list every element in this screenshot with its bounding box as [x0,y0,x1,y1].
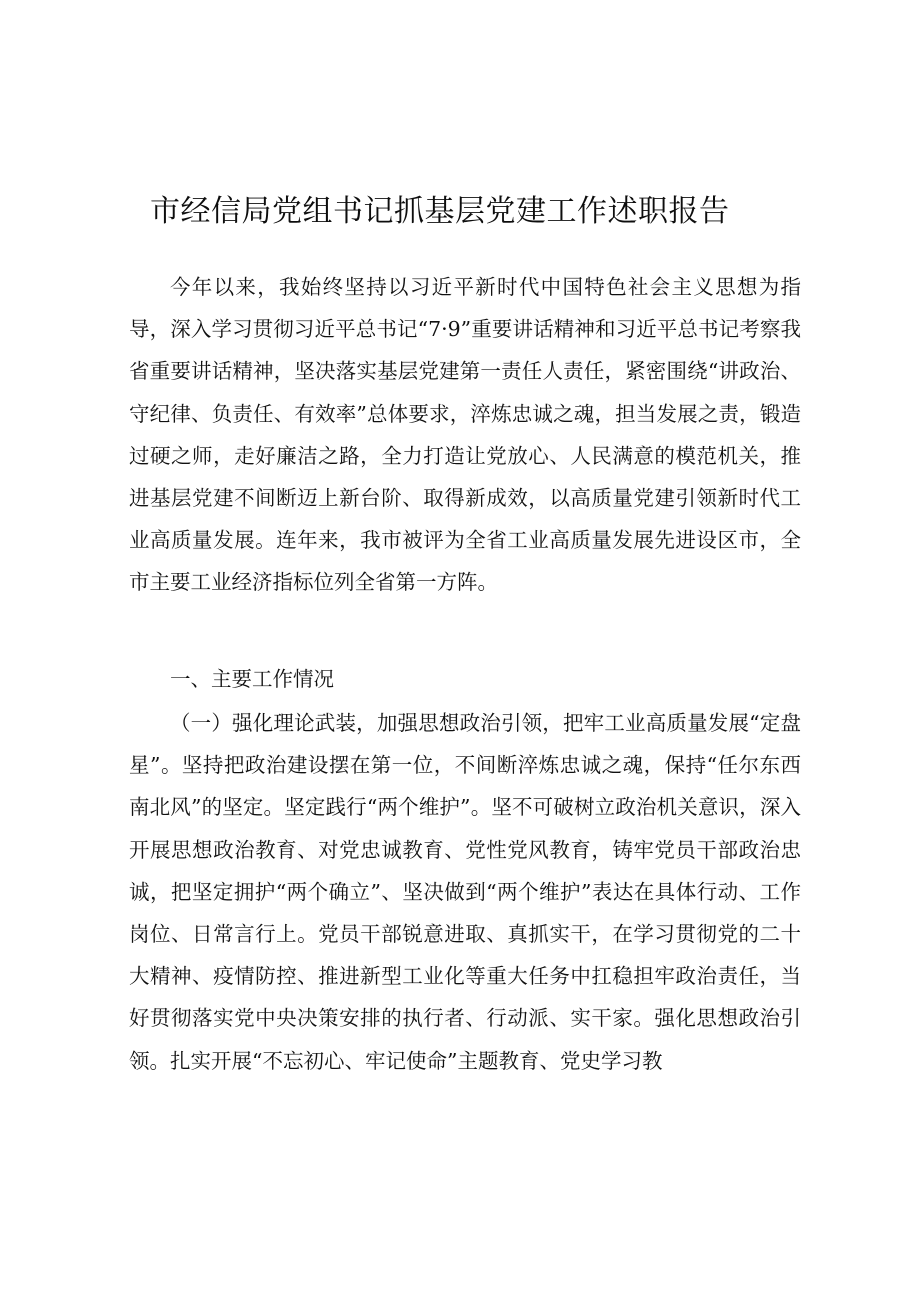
document-title: 市经信局党组书记抓基层党建工作述职报告 [150,194,730,229]
intro-paragraph: 今年以来，我始终坚持以习近平新时代中国特色社会主义思想为指导，深入学习贯彻习近平总书记“7·9”重要讲话精神和习近平总书记考察我省重要讲话精神，坚决落实基层党建第一责任人责任，紧密围绕“讲政治、守纪律、负责任、有效率”总体要求，淬炼忠诚之魂，担当发展之责，锻造过硬之师，走好廉洁之路，全力打造让党放心、人民满意的模范机关，推进基层党建不间断迈上新台阶、取得新成效，以高质量党建引领新时代工业高质量发展。连年来，我市被评为全省工业高质量发展先进设区市，全市主要工业经济指标位列全省第一方阵。 [129,275,801,595]
section-heading-main-work: 一、主要工作情况 [170,667,334,691]
section-paragraph-theory: （一）强化理论武装，加强思想政治引领，把牢工业高质量发展“定盘星”。坚持把政治建设摆在第一位，不间断淬炼忠诚之魂，保持“任尔东西南北风”的坚定。坚定践行“两个维护”。坚不可破树立政治机关意识，深入开展思想政治教育、对党忠诚教育、党性党风教育，铸牢党员干部政治忠诚，把坚定拥护“两个确立”、坚决做到“两个维护”表达在具体行动、工作岗位、日常言行上。党员干部锐意进取、真抓实干，在学习贯彻党的二十大精神、疫情防控、推进新型工业化等重大任务中扛稳担牢政治责任，当好贯彻落实党中央决策安排的执行者、行动派、实干家。强化思想政治引领。扎实开展“不忘初心、牢记使命”主题教育、党史学习教 [129,711,801,1073]
